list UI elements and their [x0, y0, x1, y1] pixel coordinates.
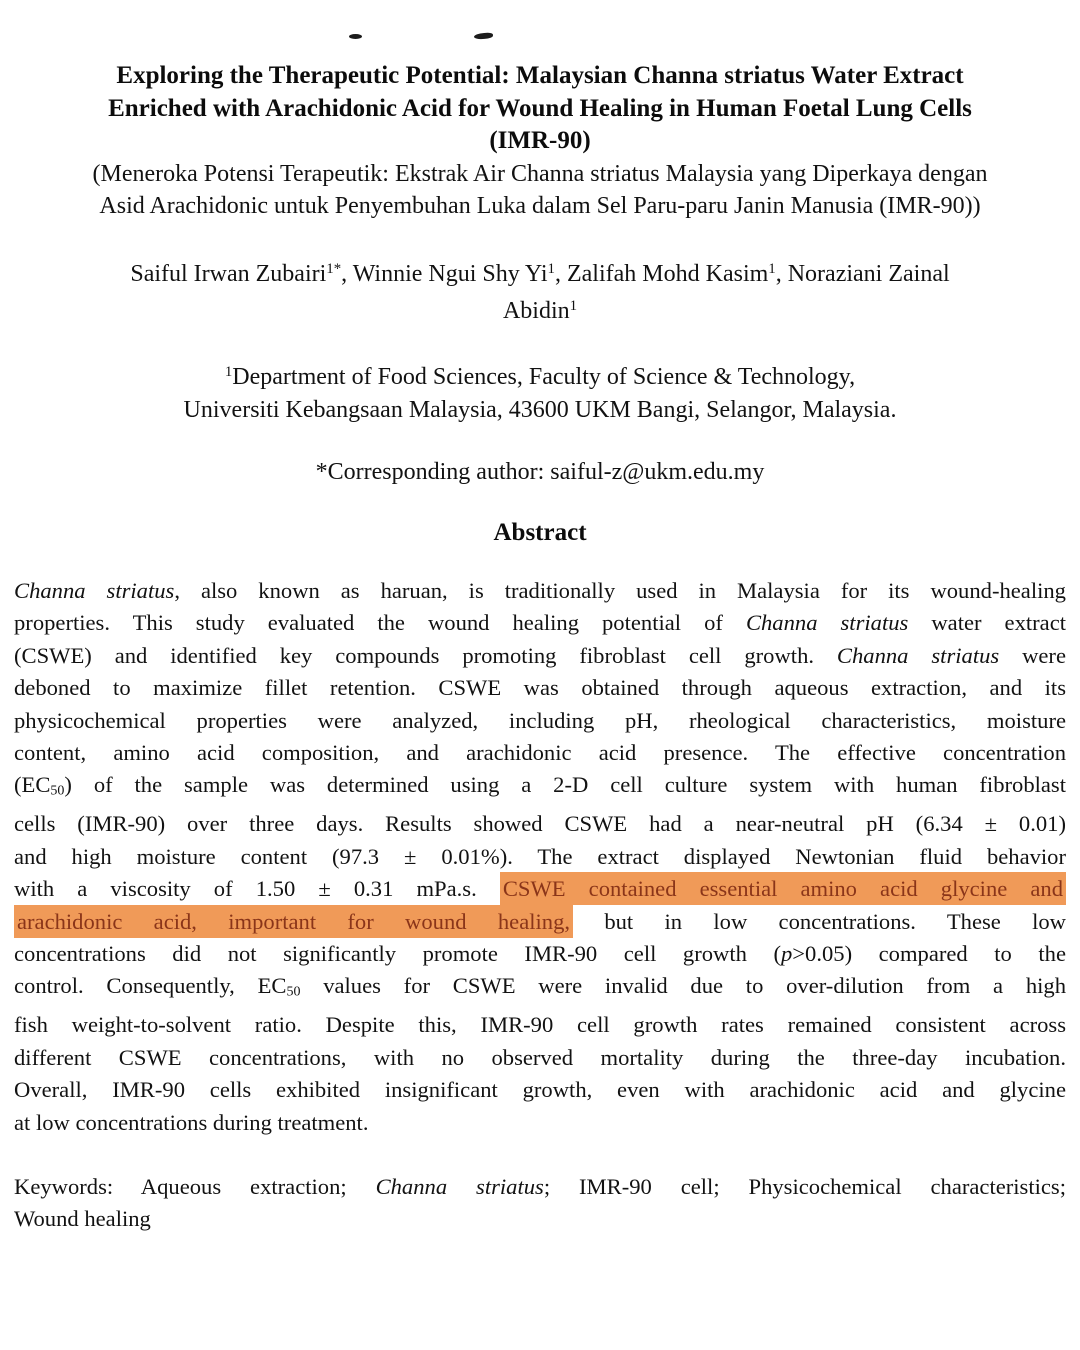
abstract-line: [14, 607, 1066, 639]
paper-title: [14, 60, 1066, 158]
cropped-header-artifact-right: [474, 32, 493, 39]
abstract-line: [14, 873, 1066, 905]
text-segment: , Zalifah Mohd Kasim: [554, 260, 769, 287]
highlighted-text: CSWE contained essential amino acid glycine and: [500, 872, 1066, 905]
text-segment: Channa striatus: [745, 610, 909, 636]
text-segment: 1: [547, 260, 555, 277]
affiliation: [14, 356, 1066, 426]
text-segment: , Winnie Ngui Shy Yi: [341, 260, 548, 287]
abstract-line: [14, 808, 1066, 840]
abstract-line: [14, 970, 1066, 1009]
corresponding-author: *Corresponding author: saiful-z@ukm.edu.my: [315, 459, 765, 486]
author-line: [14, 290, 1066, 328]
text-segment: p: [781, 941, 793, 966]
text-segment: physicochemical properties were analyzed, including pH, rheological characteristics, moisture: [14, 707, 1066, 733]
text-segment: Saiful Irwan Zubairi: [130, 260, 327, 287]
text-segment: 1*: [326, 260, 342, 277]
text-segment: 1: [768, 260, 776, 277]
abstract-line: [14, 1107, 1066, 1139]
affiliation-line: [14, 356, 1066, 394]
affiliation-line: [14, 394, 1066, 427]
text-segment: Keywords: Aqueous extraction;: [14, 1173, 376, 1199]
text-segment: Channa striatus: [14, 578, 175, 604]
abstract-line: [14, 575, 1066, 607]
text-segment: properties. This study evaluated the wound healing potential of: [14, 610, 746, 636]
text-segment: Universiti Kebangsaan Malaysia, 43600 UKM Bangi, Selangor, Malaysia.: [183, 396, 897, 423]
text-segment: >0.05) compared to the: [792, 941, 1066, 966]
text-segment: Overall, IMR-90 cells exhibited insignificant growth, even with arachidonic acid and glycine: [14, 1077, 1066, 1103]
text-segment: Department of Food Sciences, Faculty of Science & Technology,: [232, 364, 856, 391]
text-segment: different CSWE concentrations, with no observed mortality during the three-day incubation.: [14, 1044, 1066, 1070]
paper-title-line: Enriched with Arachidonic Acid for Wound Healing in Human Foetal Lung Cells: [108, 94, 972, 122]
abstract-line: [14, 640, 1066, 672]
text-segment: (CSWE) and identified key compounds promoting fibroblast cell growth.: [14, 642, 837, 668]
keywords: [14, 1171, 1066, 1236]
text-segment: 1: [569, 298, 578, 315]
text-segment: fish weight-to-solvent ratio. Despite this, IMR-90 cell growth rates remained consistent across: [14, 1012, 1066, 1038]
text-segment: 50: [286, 984, 301, 1000]
text-segment: Channa striatus: [836, 642, 1000, 668]
paper-subtitle-malay: [14, 158, 1066, 223]
abstract-line: [14, 1074, 1066, 1106]
text-segment: , Noraziani Zainal: [775, 260, 950, 287]
abstract-line: [14, 769, 1066, 808]
abstract-line: [14, 705, 1066, 737]
text-segment: with a viscosity of 1.50 ± 0.31 mPa.s.: [14, 876, 500, 902]
text-segment: Wound healing: [14, 1206, 151, 1232]
abstract-line: [14, 906, 1066, 938]
text-segment: Channa striatus: [375, 1173, 544, 1199]
text-segment: values for CSWE were invalid due to over-dilution from a high: [300, 973, 1066, 999]
text-segment: were: [999, 642, 1066, 668]
text-segment: and high moisture content (97.3 ± 0.01%). The extract displayed Newtonian fluid behavior: [14, 843, 1066, 869]
author-list: [14, 253, 1066, 328]
keywords-line: [14, 1203, 1066, 1235]
paper-subtitle-line: (Meneroka Potensi Terapeutik: Ekstrak Air Channa striatus Malaysia yang Diperkaya dengan: [92, 160, 988, 187]
text-segment: ; IMR-90 cell; Physicochemical characteristics;: [543, 1173, 1066, 1199]
paper-subtitle-line: Asid Arachidonic untuk Penyembuhan Luka dalam Sel Paru-paru Janin Manusia (IMR-90)): [99, 193, 981, 219]
abstract-body: [14, 575, 1066, 1139]
abstract-line: [14, 672, 1066, 704]
text-segment: concentrations did not significantly promote IMR-90 cell growth (: [14, 941, 781, 966]
text-segment: cells (IMR-90) over three days. Results showed CSWE had a near-neutral pH (6.34 ± 0.01): [14, 811, 1066, 837]
keywords-line: [14, 1171, 1066, 1203]
text-segment: (EC: [14, 772, 51, 798]
text-segment: , also known as haruan, is traditionally used in Malaysia for its wound-healing: [174, 578, 1066, 604]
abstract-line: [14, 1042, 1066, 1074]
cropped-header-artifact-left: [349, 34, 362, 39]
paper-title-line: (IMR-90): [489, 127, 591, 154]
text-segment: deboned to maximize fillet retention. CSWE was obtained through aqueous extraction, and its: [14, 675, 1066, 701]
text-segment: content, amino acid composition, and arachidonic acid presence. The effective concentration: [14, 740, 1066, 766]
abstract-line: [14, 938, 1066, 970]
abstract-line: [14, 1009, 1066, 1041]
text-segment: at low concentrations during treatment.: [14, 1109, 369, 1135]
text-segment: but in low concentrations. These low: [573, 908, 1066, 934]
abstract-heading: Abstract: [493, 518, 587, 546]
abstract-line: [14, 841, 1066, 873]
abstract-line: [14, 737, 1066, 769]
text-segment: water extract: [908, 610, 1067, 636]
text-segment: control. Consequently, EC: [14, 973, 287, 999]
text-segment: ) of the sample was determined using a 2-D cell culture system with human fibroblast: [64, 772, 1066, 798]
paper-title-line: Exploring the Therapeutic Potential: Malaysian Channa striatus Water Extract: [116, 62, 964, 89]
text-segment: 1: [224, 363, 233, 380]
text-segment: 50: [50, 783, 65, 799]
author-line: [14, 253, 1066, 291]
highlighted-text: arachidonic acid, important for wound healing,: [14, 905, 573, 938]
text-segment: Abidin: [502, 298, 570, 325]
